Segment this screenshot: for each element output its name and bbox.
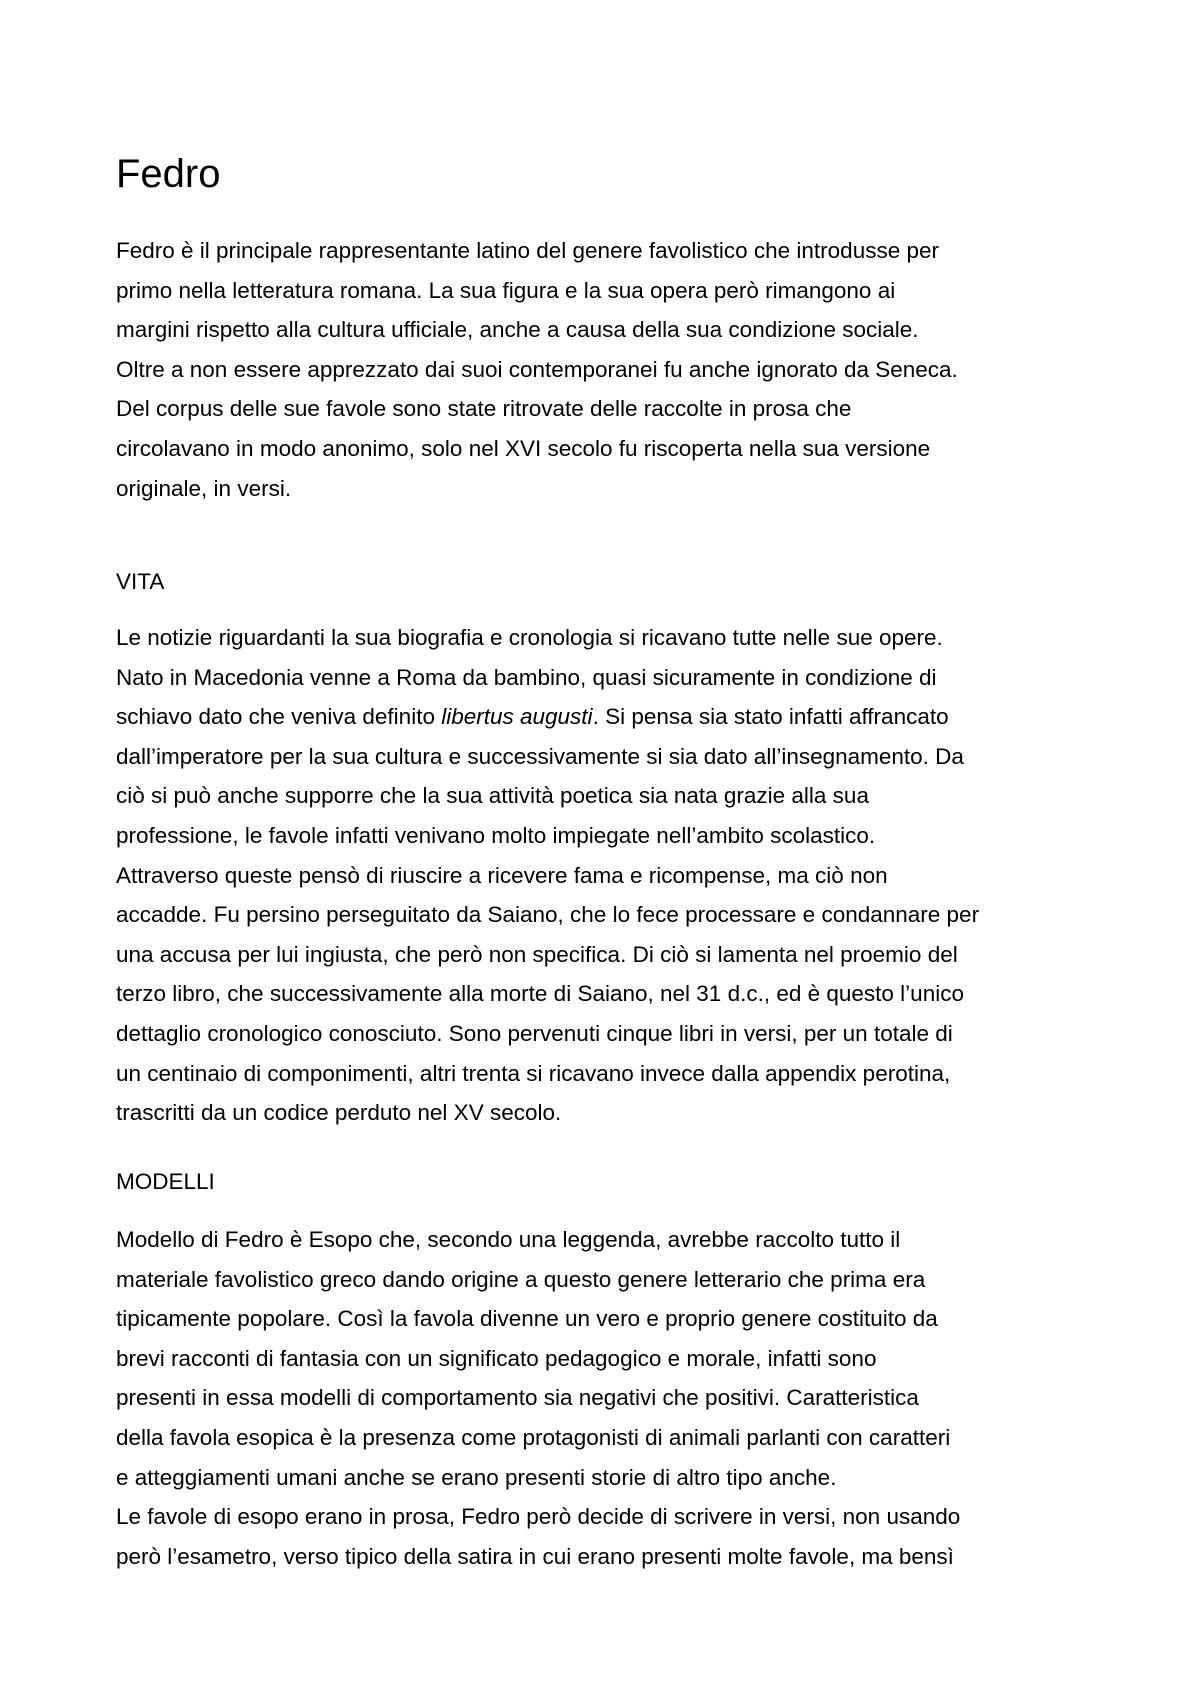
paragraph-line: professione, le favole infatti venivano molto impiegate nell’ambito scolastico. [116, 822, 876, 848]
paragraph-line: una accusa per lui ingiusta, che però non specifica. Di ciò si lamenta nel proemio del [116, 941, 958, 967]
section-heading-vita: VITA [116, 569, 165, 594]
paragraph-line: originale, in versi. [116, 475, 292, 501]
page-title: Fedro [116, 152, 221, 196]
paragraph-line: terzo libro, che successivamente alla morte di Saiano, nel 31 d.c., ed è questo l’unico [116, 981, 964, 1007]
paragraph-line: un centinaio di componimenti, altri trenta si ricavano invece dalla appendix perotina, [116, 1060, 951, 1086]
paragraph-line: circolavano in modo anonimo, solo nel XVI secolo fu riscoperta nella sua versione [116, 435, 931, 461]
paragraph-line: primo nella letteratura romana. La sua figura e la sua opera però rimangono ai [116, 277, 896, 303]
paragraph-line: Oltre a non essere apprezzato dai suoi contemporanei fu anche ignorato da Seneca. [116, 356, 958, 382]
intro-paragraph [116, 231, 1116, 508]
paragraph-line: materiale favolistico greco dando origine a questo genere letterario che prima era [116, 1266, 926, 1292]
paragraph-line: Nato in Macedonia venne a Roma da bambino, quasi sicuramente in condizione di [116, 664, 937, 690]
line-text: . Si pensa sia stato infatti affrancato [592, 704, 949, 730]
paragraph-line: ciò si può anche supporre che la sua attività poetica sia nata grazie alla sua [116, 783, 869, 809]
paragraph-line: Le favole di esopo erano in prosa, Fedro però decide di scrivere in versi, non usando [116, 1504, 961, 1530]
line-text: schiavo dato che veniva definito [116, 704, 442, 730]
paragraph-line [116, 697, 1116, 737]
paragraph-line: tipicamente popolare. Così la favola divenne un vero e proprio genere costituito da [116, 1306, 938, 1332]
paragraph-line: Del corpus delle sue favole sono state ritrovate delle raccolte in prosa che [116, 396, 852, 422]
modelli-paragraph [116, 1220, 1116, 1576]
paragraph-line: brevi racconti di fantasia con un significato pedagogico e morale, infatti sono [116, 1345, 877, 1371]
paragraph-line: accadde. Fu persino perseguitato da Saiano, che lo fece processare e condannare per [116, 902, 980, 928]
paragraph-line: trascritti da un codice perduto nel XV secolo. [116, 1100, 562, 1126]
paragraph-line: Fedro è il principale rappresentante latino del genere favolistico che introdusse per [116, 238, 939, 263]
paragraph-line: della favola esopica è la presenza come protagonisti di animali parlanti con caratteri [116, 1424, 951, 1450]
paragraph-line: Attraverso queste pensò di riuscire a ricevere fama e ricompense, ma ciò non [116, 862, 888, 888]
paragraph-line: margini rispetto alla cultura ufficiale, anche a causa della sua condizione sociale. [116, 317, 919, 343]
paragraph-line: presenti in essa modelli di comportamento sia negativi che positivi. Caratteristica [116, 1385, 919, 1411]
latin-term: libertus augusti [441, 704, 593, 730]
paragraph-line: e atteggiamenti umani anche se erano presenti storie di altro tipo anche. [116, 1464, 837, 1490]
paragraph-line: però l’esametro, verso tipico della satira in cui erano presenti molte favole, ma bensì [116, 1543, 954, 1569]
vita-paragraph [116, 618, 1116, 1133]
section-heading-modelli: MODELLI [116, 1169, 215, 1194]
paragraph-line: Le notizie riguardanti la sua biografia e cronologia si ricavano tutte nelle sue opere. [116, 625, 943, 650]
paragraph-line: Modello di Fedro è Esopo che, secondo una leggenda, avrebbe raccolto tutto il [116, 1227, 901, 1252]
paragraph-line: dettaglio cronologico conosciuto. Sono pervenuti cinque libri in versi, per un totale di [116, 1020, 953, 1046]
paragraph-line: dall’imperatore per la sua cultura e successivamente si sia dato all’insegnamento. Da [116, 743, 964, 769]
